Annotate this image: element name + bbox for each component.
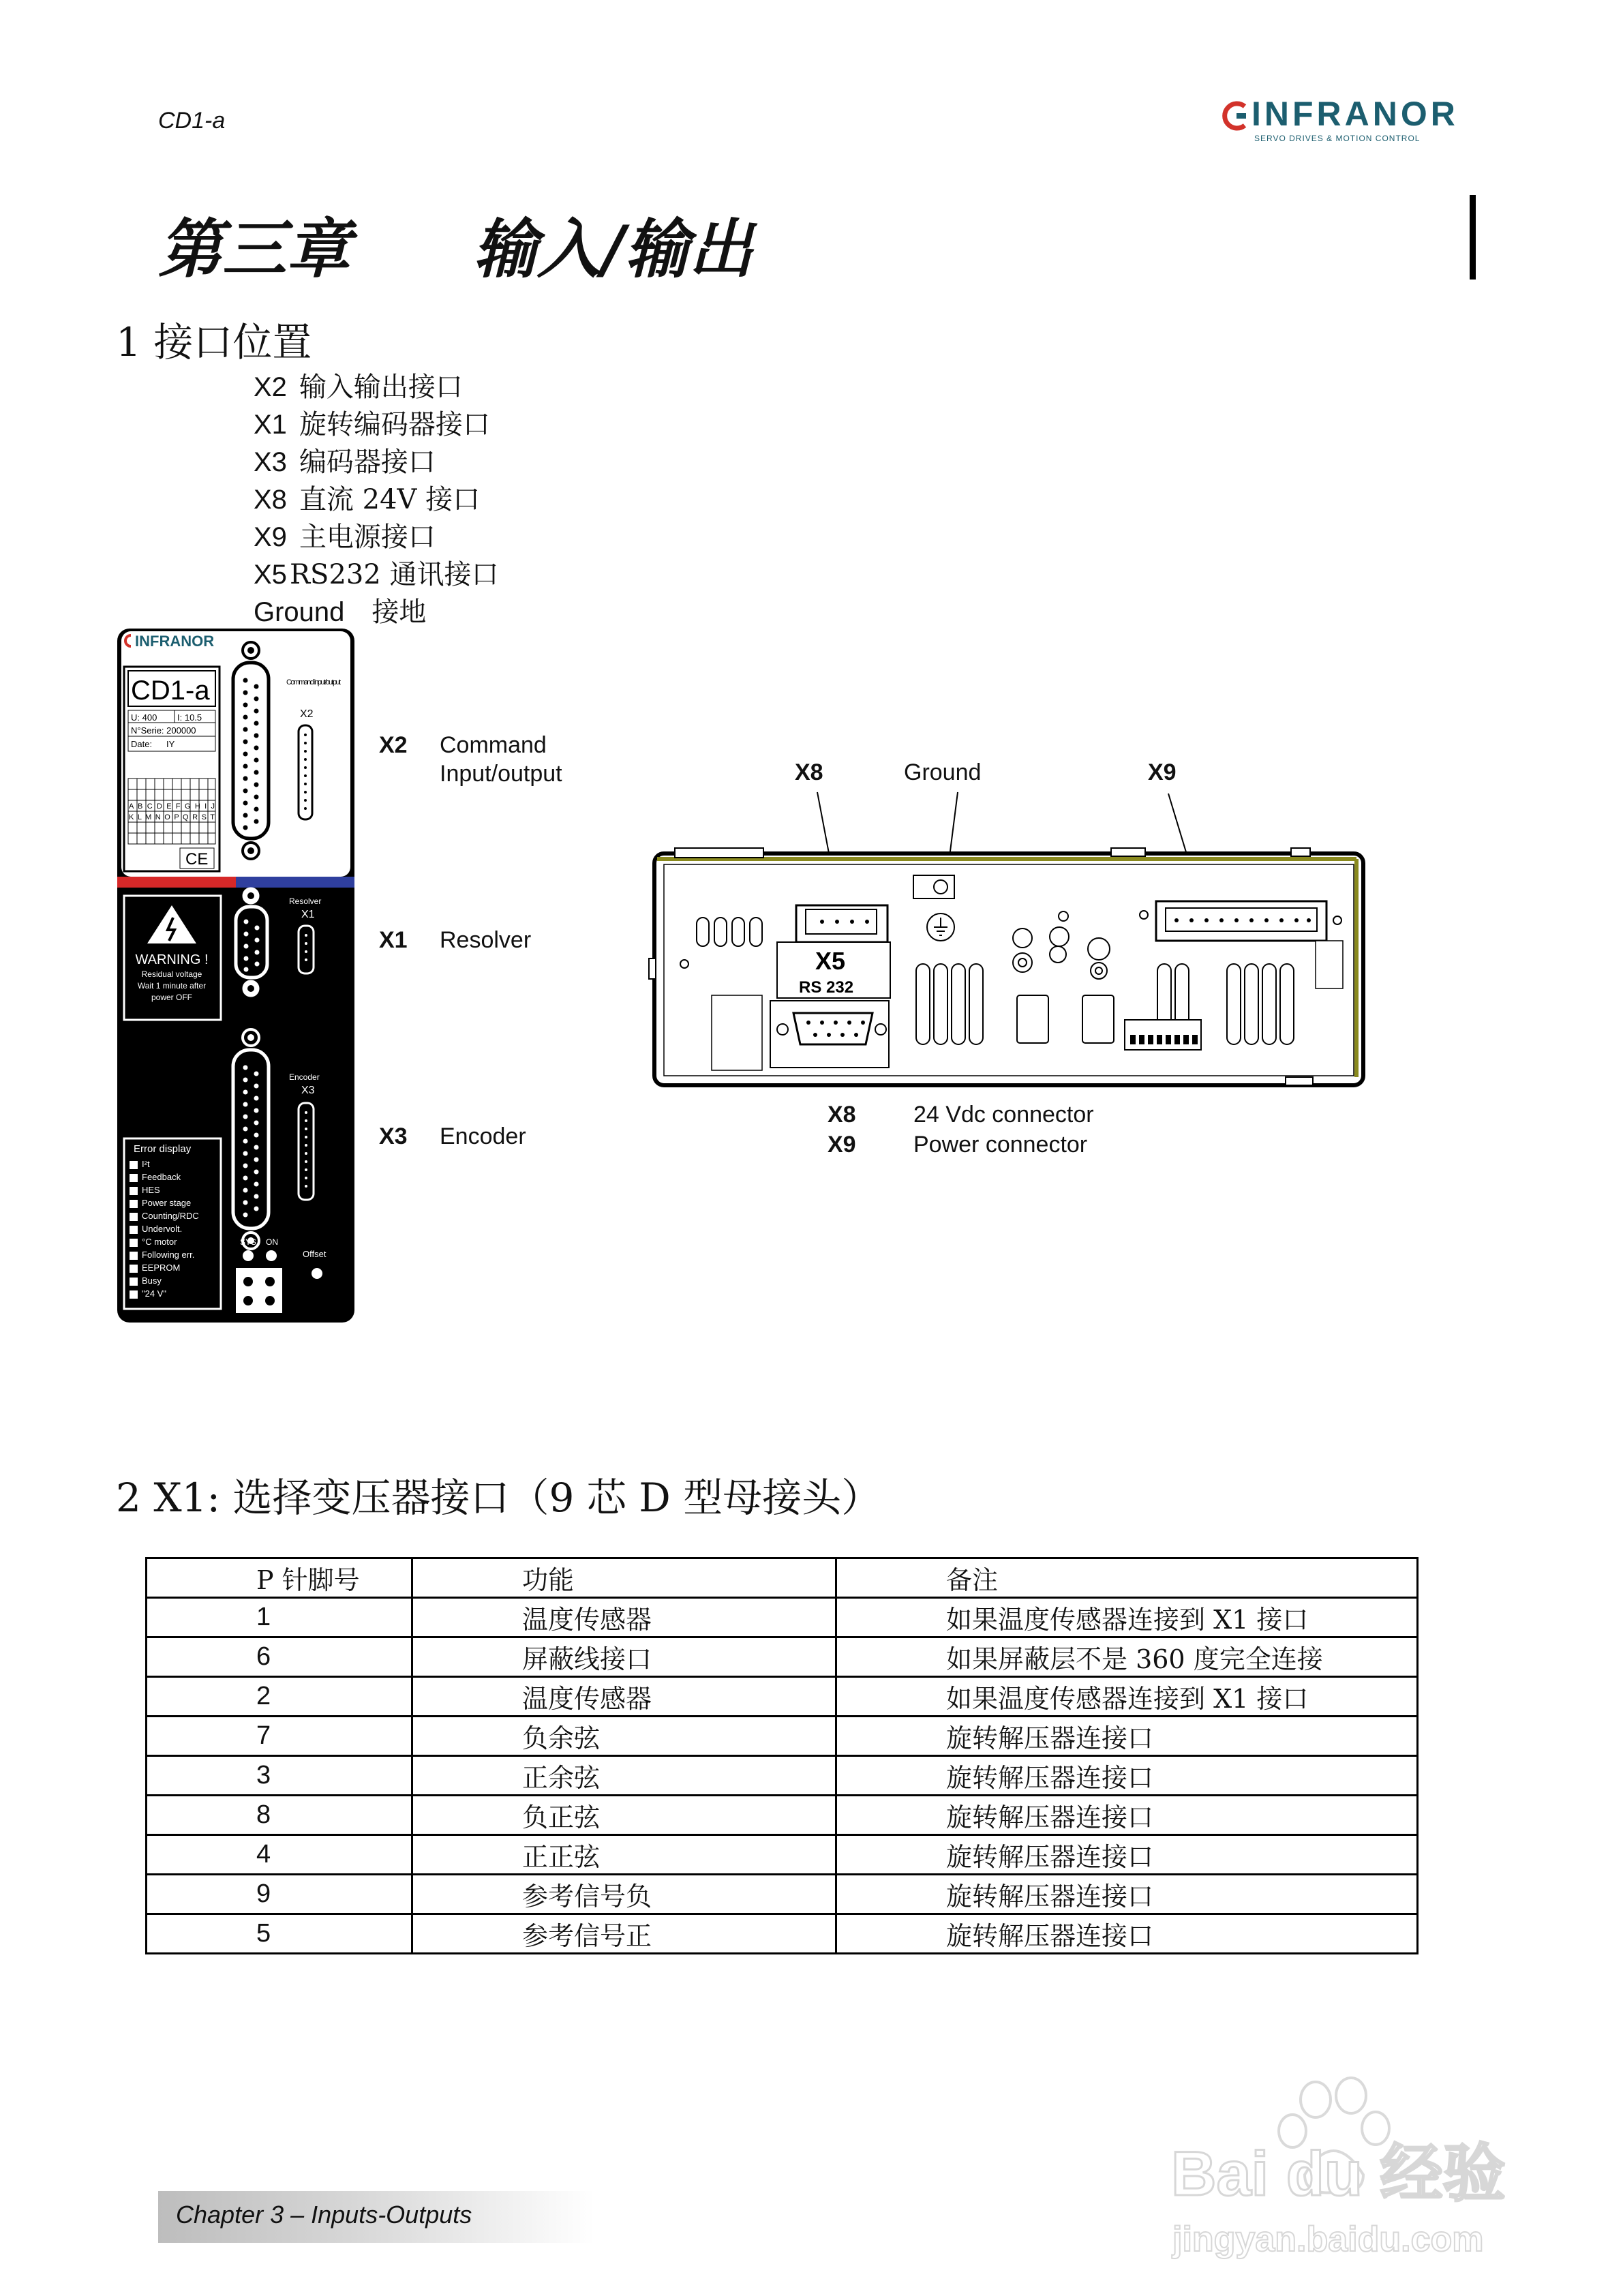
on-label: ON	[266, 1237, 278, 1247]
panel-grid-row1: A B C D E F G H I J	[129, 802, 215, 811]
header-function: 功能	[412, 1558, 836, 1598]
x2-side-connector-icon	[299, 725, 312, 819]
table-row: 1 温度传感器 如果温度传感器连接到 X1 接口	[147, 1598, 1418, 1637]
ground-screw-icon	[934, 880, 947, 894]
interface-item: X9 主电源接口	[254, 522, 436, 553]
red-stripe	[117, 877, 236, 888]
table-row: 2 温度传感器 如果温度传感器连接到 X1 接口	[147, 1677, 1418, 1717]
interface-item: X5 RS232 通讯接口	[254, 559, 499, 590]
legend-text: Power connector	[913, 1132, 1088, 1158]
panel-brand: INFRANOR	[135, 633, 215, 650]
display-7seg-icon	[236, 1268, 282, 1313]
logo-mark-icon	[1222, 101, 1249, 131]
title-bar-divider	[1470, 195, 1476, 280]
table-row: 4 正正弦 旋转解压器连接口	[147, 1835, 1418, 1875]
drive-front-panel	[115, 626, 360, 1328]
error-item: Feedback	[142, 1172, 181, 1182]
header-pin: P 针脚号	[147, 1558, 412, 1598]
error-item: Following err.	[142, 1250, 195, 1260]
interface-item: X1 旋转编码器接口	[254, 409, 490, 440]
callout-code: X3	[379, 1123, 408, 1149]
footer-chapter-text: Chapter 3 – Inputs-Outputs	[176, 2201, 472, 2229]
x2-connector-icon	[233, 642, 269, 859]
pin-table	[145, 1557, 1419, 1954]
error-item: Counting/RDC	[142, 1211, 199, 1221]
chapter-name: 输入/输出	[473, 212, 753, 287]
legend-code: X9	[828, 1132, 856, 1158]
legend-text: 24 Vdc connector	[913, 1102, 1094, 1128]
table-row: 3 正余弦 旋转解压器连接口	[147, 1756, 1418, 1796]
legend-code: X8	[828, 1102, 856, 1128]
interface-item: X8 直流 24V 接口	[254, 484, 481, 515]
callout-text: Resolver	[440, 927, 532, 953]
error-item: °C motor	[142, 1237, 177, 1247]
warning-title: WARNING !	[135, 952, 209, 967]
callout-text: Input/output	[440, 761, 562, 787]
table-row: 6 屏蔽线接口 如果屏蔽层不是 360 度完全连接	[147, 1637, 1418, 1677]
panel-voltage: U: 400	[131, 712, 157, 723]
x1-caption: Resolver	[289, 896, 322, 906]
x5-sublabel: RS 232	[799, 978, 854, 997]
panel-date: Date:	[131, 739, 153, 749]
x2-caption: Command input/output	[286, 678, 341, 686]
error-item: "24 V"	[142, 1288, 166, 1299]
error-display-title: Error display	[134, 1143, 192, 1155]
drive-bottom-view	[648, 791, 1370, 1096]
section-2-heading: 2 X1: 选择变压器接口（9 芯 D 型母接头）	[116, 1475, 881, 1521]
panel-current: I: 10.5	[177, 712, 202, 723]
callout-code: X2	[379, 732, 408, 758]
header-remark: 备注	[836, 1558, 1418, 1598]
offset-pot-icon	[312, 1268, 322, 1279]
logo-brand: INFRANOR	[1252, 95, 1459, 133]
x1-panel-label: X1	[301, 909, 315, 920]
x3-caption: Encoder	[289, 1072, 320, 1082]
error-item: Undervolt.	[142, 1224, 183, 1234]
callout-code: X1	[379, 927, 408, 953]
watermark-url: jingyan.baidu.com	[1172, 2220, 1484, 2259]
blue-stripe	[236, 877, 354, 888]
sys-led-icon	[243, 1250, 254, 1261]
bottom-ground-label: Ground	[904, 759, 982, 785]
interface-item: X2 输入输出接口	[254, 372, 463, 403]
bottom-x8-label: X8	[795, 759, 823, 785]
x1-side-connector-icon	[299, 926, 314, 973]
logo-tagline: SERVO DRIVES & MOTION CONTROL	[1254, 134, 1421, 143]
sys-label: SYS	[240, 1237, 257, 1247]
panel-serial: N°Serie: 200000	[131, 725, 196, 736]
panel-date-value: IY	[166, 739, 175, 749]
bottom-x9-label: X9	[1148, 759, 1177, 785]
baidu-watermark	[1159, 2072, 1554, 2277]
warning-line: power OFF	[151, 993, 193, 1002]
panel-grid-row2: K L M N O P Q R S T	[129, 813, 215, 821]
dip-switch-icon	[1125, 1020, 1201, 1050]
document-code: CD1-a	[158, 108, 226, 134]
callout-text: Encoder	[440, 1123, 526, 1149]
error-item: HES	[142, 1185, 160, 1195]
chapter-label: 第三章	[158, 212, 351, 287]
warning-line: Residual voltage	[141, 969, 202, 979]
error-item: Power stage	[142, 1198, 192, 1208]
interface-item: Ground 接地	[254, 596, 427, 628]
table-row: 8 负正弦 旋转解压器连接口	[147, 1796, 1418, 1835]
section-1-heading: 1 接口位置	[116, 319, 312, 365]
x5-label: X5	[815, 947, 846, 975]
interface-item: X3 编码器接口	[254, 447, 436, 478]
warning-line: Wait 1 minute after	[137, 981, 207, 991]
x3-panel-label: X3	[301, 1085, 315, 1096]
error-led-column-icon	[130, 1161, 138, 1299]
callout-text: Command	[440, 732, 547, 758]
x2-panel-label: X2	[300, 708, 314, 720]
error-item: I²t	[142, 1159, 150, 1169]
error-item: EEPROM	[142, 1263, 181, 1273]
ce-mark: CE	[185, 850, 209, 868]
chapter-title	[158, 198, 753, 290]
watermark-brand: Bai du 经验	[1171, 2139, 1506, 2209]
on-led-icon	[266, 1250, 277, 1261]
infranor-logo	[1219, 94, 1464, 149]
panel-model: CD1-a	[131, 676, 210, 706]
offset-label: Offset	[303, 1249, 327, 1259]
table-header-row	[147, 1558, 1418, 1598]
table-row: 9 参考信号负 旋转解压器连接口	[147, 1875, 1418, 1914]
table-row: 7 负余弦 旋转解压器连接口	[147, 1717, 1418, 1756]
error-item: Busy	[142, 1275, 162, 1286]
x3-connector-icon	[233, 1029, 269, 1249]
rs232-connector-icon	[793, 1013, 873, 1044]
table-row: 5 参考信号正 旋转解压器连接口	[147, 1914, 1418, 1954]
